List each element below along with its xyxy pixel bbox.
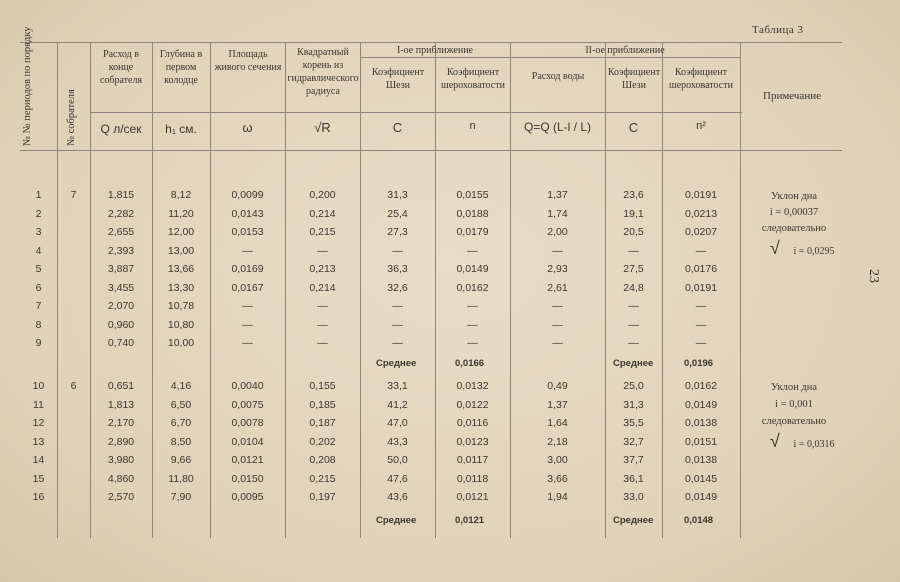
group2-sqrt-r-value: 0,208 <box>309 454 336 466</box>
group2-chezy1-value: 50,0 <box>387 454 408 466</box>
group1-chezy1-value: 25,4 <box>387 207 408 220</box>
group1-chezy2-value: — <box>628 244 639 257</box>
group1-area-value: 0,0169 <box>231 263 264 275</box>
header-collector-num: № собрателя <box>66 89 77 146</box>
group2-depth-value: 6,50 <box>170 398 192 411</box>
group1-note-sqrt-value: i = 0,0295 <box>793 246 835 257</box>
group2-sqrt-r-value: 0,202 <box>309 435 336 448</box>
symbol-C1: C <box>392 120 403 135</box>
group1-sqrt-r-value: 0,214 <box>309 207 336 220</box>
group1-depth-value: 13,66 <box>167 263 195 275</box>
group1-depth-value: 13,30 <box>167 281 195 294</box>
group2-area-value: 0,0104 <box>231 435 264 448</box>
group1-flow2-value: — <box>552 318 563 331</box>
group1-rough2-value: 0,0191 <box>684 281 718 294</box>
group1-depth-value: 8,12 <box>170 189 192 201</box>
group1-chezy2-value: 23,6 <box>623 189 644 201</box>
symbol-Q-formula: Q=Q (L-l / L) <box>523 120 591 134</box>
header-approx1-chezy: Коэфициент Шези <box>371 67 425 91</box>
group1-note-slope-label: Уклон дна <box>771 191 817 202</box>
group1-sqrt-r-value: 0,214 <box>309 281 336 294</box>
group2-depth-value: 9,66 <box>170 454 192 466</box>
group2-rough2-value: 0,0151 <box>684 435 718 448</box>
group1-rough2-value: — <box>695 244 707 257</box>
group1-flow2-value: — <box>552 300 563 312</box>
group1-chezy2-value: 20,5 <box>623 226 644 238</box>
table-caption: Таблица 3 <box>752 24 804 36</box>
group1-flow-value: 0,960 <box>107 318 135 331</box>
group1-chezy1-value: 31,3 <box>387 189 408 201</box>
symbol-n1: n <box>469 120 476 132</box>
group2-area-value: 0,0121 <box>231 454 264 466</box>
group1-row-number: 2 <box>35 207 42 220</box>
group1-depth-value: 10,80 <box>167 318 195 331</box>
group2-row-number: 16 <box>32 491 45 503</box>
header-area: Площадь живого сечения <box>214 49 282 73</box>
group1-rough1-value: — <box>467 300 478 312</box>
group1-rough1-value: — <box>467 318 478 331</box>
group2-chezy1-value: 33,1 <box>387 380 408 392</box>
header-row-num: № № периодов по порядку <box>22 26 33 146</box>
group1-flow2-value: 2,00 <box>547 226 568 238</box>
group1-chezy2-value: 24,8 <box>623 281 644 294</box>
group1-rough2-value: 0,0207 <box>684 226 718 238</box>
group2-row-number: 14 <box>32 454 45 466</box>
group1-avg-value-2: 0,0196 <box>684 358 714 369</box>
group1-flow-value: 2,070 <box>107 300 135 312</box>
group1-sqrt-r-value: — <box>317 300 328 312</box>
group1-area-value: — <box>242 244 253 257</box>
group2-chezy2-value: 37,7 <box>623 454 644 466</box>
header-flow-end: Расход в конце собрателя <box>99 49 143 86</box>
group2-collector: 6 <box>70 380 77 392</box>
group1-rough2-value: 0,0191 <box>684 189 718 201</box>
group2-flow-value: 2,170 <box>107 417 135 429</box>
group2-rough2-value: 0,0149 <box>684 491 718 503</box>
group2-note-sqrt-value: i = 0,0316 <box>793 439 835 450</box>
group2-chezy1-value: 47,0 <box>387 417 408 429</box>
group2-rough2-value: 0,0138 <box>684 417 718 429</box>
symbol-C2: C <box>628 120 639 135</box>
group1-flow-value: 3,887 <box>107 263 135 275</box>
group2-sqrt-r-value: 0,215 <box>309 472 336 485</box>
group1-sqrt-r-value: 0,215 <box>309 226 336 238</box>
group1-area-value: 0,0143 <box>231 207 264 220</box>
group1-sqrt-r-value: 0,213 <box>309 263 336 275</box>
group2-note-slope-value: i = 0,001 <box>775 399 813 410</box>
group2-chezy1-value: 41,2 <box>387 398 408 411</box>
group1-depth-value: 12,00 <box>167 226 195 238</box>
group2-rough1-value: 0,0116 <box>456 417 489 429</box>
group1-rough1-value: 0,0155 <box>456 189 489 201</box>
group1-rough2-value: — <box>695 318 707 331</box>
group1-area-value: — <box>242 337 253 349</box>
symbol-depth: h₁ см. <box>165 122 197 136</box>
group1-rough1-value: 0,0162 <box>456 281 489 294</box>
group2-flow-value: 4,860 <box>107 472 135 485</box>
group1-chezy1-value: 36,3 <box>387 263 408 275</box>
symbol-n2: n² <box>696 120 706 132</box>
group1-area-value: — <box>242 318 253 331</box>
group1-flow2-value: 1,74 <box>547 207 568 220</box>
group2-flow2-value: 3,00 <box>547 454 568 466</box>
group1-depth-value: 13,00 <box>167 244 195 257</box>
group1-note-therefore: следовательно <box>761 223 827 234</box>
group1-sqrt-r-value: — <box>317 244 328 257</box>
group2-area-value: 0,0040 <box>231 380 264 392</box>
group2-chezy1-value: 43,3 <box>387 435 408 448</box>
group1-flow-value: 0,740 <box>107 337 135 349</box>
group2-flow-value: 1,813 <box>107 398 135 411</box>
group2-row-number: 11 <box>33 398 44 411</box>
group1-flow2-value: — <box>552 244 563 257</box>
group1-row-number: 6 <box>35 281 42 294</box>
group2-flow-value: 2,570 <box>107 491 135 503</box>
group1-flow-value: 2,393 <box>107 244 135 257</box>
group2-area-value: 0,0095 <box>231 491 264 503</box>
group1-sqrt-r-value: — <box>317 318 328 331</box>
header-approx2-chezy: Коэфициент Шези <box>607 67 661 91</box>
group1-row-number: 9 <box>35 337 42 349</box>
group1-flow-value: 3,455 <box>107 281 135 294</box>
header-mid-rule <box>90 112 742 113</box>
group1-avg-label-1: Среднее <box>376 358 417 369</box>
group1-area-value: — <box>242 300 253 312</box>
group1-chezy1-value: 32,6 <box>387 281 408 294</box>
group1-flow-value: 2,282 <box>107 207 135 220</box>
group1-area-value: 0,0153 <box>231 226 264 238</box>
group1-chezy1-value: — <box>392 318 403 331</box>
header-approx1-rough: Коэфициент шероховатости <box>441 67 505 91</box>
group1-flow2-value: 2,93 <box>547 263 568 275</box>
group2-note-therefore: следовательно <box>761 416 827 427</box>
group2-flow2-value: 3,66 <box>547 472 568 485</box>
group2-rough1-value: 0,0117 <box>456 454 489 466</box>
group2-avg-label-2: Среднее <box>613 515 654 526</box>
group2-depth-value: 11,80 <box>168 472 194 485</box>
group1-rough1-value: 0,0188 <box>456 207 489 220</box>
group1-row-number: 7 <box>35 300 42 312</box>
group2-flow-value: 0,651 <box>107 380 135 392</box>
group1-chezy1-value: 27,3 <box>387 226 408 238</box>
group2-sqrt-r-value: 0,185 <box>309 398 336 411</box>
group1-depth-value: 11,20 <box>168 207 194 220</box>
group2-flow-value: 2,890 <box>107 435 135 448</box>
header-approx1: I-ое приближение <box>397 45 473 56</box>
group1-sqrt-r-value: — <box>317 337 328 349</box>
group2-rough2-value: 0,0138 <box>684 454 718 466</box>
group2-rough2-value: 0,0162 <box>684 380 718 392</box>
group1-chezy2-value: — <box>628 337 639 349</box>
group1-chezy1-value: — <box>392 244 403 257</box>
group1-rough2-value: 0,0213 <box>684 207 718 220</box>
group2-chezy1-value: 43,6 <box>387 491 408 503</box>
group1-chezy1-value: — <box>392 337 403 349</box>
col-rule <box>740 42 741 538</box>
group2-area-value: 0,0075 <box>231 398 264 411</box>
group1-flow2-value: 1,37 <box>547 189 568 201</box>
symbol-sqrtR: √R <box>314 120 331 135</box>
group2-note-slope-label: Уклон дна <box>771 382 817 393</box>
header-approx2: II-ое приближение <box>585 45 665 56</box>
group1-avg-value-1: 0,0166 <box>455 358 485 369</box>
group1-depth-value: 10,00 <box>167 337 195 349</box>
group2-rough1-value: 0,0122 <box>456 398 489 411</box>
group2-chezy2-value: 32,7 <box>623 435 644 448</box>
group2-flow-value: 3,980 <box>107 454 135 466</box>
group1-flow2-value: — <box>552 337 563 349</box>
group1-area-value: 0,0167 <box>231 281 264 294</box>
table-top-rule <box>20 42 842 43</box>
sqrt-icon: √ <box>770 238 780 258</box>
group2-chezy2-value: 35,5 <box>623 417 644 429</box>
group2-avg-value-2: 0,0148 <box>684 515 714 526</box>
group2-row-number: 15 <box>32 472 45 485</box>
symbol-area: ω <box>242 120 253 135</box>
header-remarks: Примечание <box>763 90 821 102</box>
group1-area-value: 0,0099 <box>231 189 264 201</box>
group1-avg-label-2: Среднее <box>613 358 654 369</box>
header-depth: Глубина в первом колодце <box>159 49 203 86</box>
group2-rough1-value: 0,0121 <box>456 491 489 503</box>
group2-chezy2-value: 31,3 <box>623 398 644 411</box>
group1-depth-value: 10,78 <box>167 300 195 312</box>
page-number: 23 <box>866 269 881 283</box>
group2-avg-label-1: Среднее <box>376 515 417 526</box>
sqrt-icon: √ <box>770 431 780 451</box>
group2-rough1-value: 0,0118 <box>456 472 489 485</box>
group2-chezy1-value: 47,6 <box>387 472 408 485</box>
group1-chezy2-value: — <box>628 300 639 312</box>
group2-chezy2-value: 36,1 <box>623 472 644 485</box>
header-sqrt-radius: Квадратный корень из гидравлического радиуса <box>287 47 359 97</box>
group1-chezy2-value: 19,1 <box>623 207 644 220</box>
group1-note-slope-value: i = 0,00037 <box>769 207 819 218</box>
group1-row-number: 5 <box>35 263 42 275</box>
group1-sqrt-r-value: 0,200 <box>309 189 336 201</box>
group2-flow2-value: 0,49 <box>547 380 568 392</box>
group1-rough1-value: — <box>467 244 478 257</box>
group2-avg-value-1: 0,0121 <box>455 515 485 526</box>
group2-area-value: 0,0150 <box>231 472 264 485</box>
group1-rough2-value: — <box>695 337 707 349</box>
approx-sub-rule <box>360 57 740 58</box>
group1-rough1-value: 0,0179 <box>456 226 489 238</box>
col-rule <box>57 42 58 538</box>
group1-row-number: 8 <box>35 318 42 331</box>
group2-rough2-value: 0,0145 <box>684 472 718 485</box>
group1-row-number: 4 <box>35 244 42 257</box>
group2-depth-value: 6,70 <box>170 417 192 429</box>
group1-flow-value: 2,655 <box>107 226 135 238</box>
header-bottom-rule <box>20 150 842 151</box>
group1-flow2-value: 2,61 <box>547 281 568 294</box>
group2-chezy2-value: 25,0 <box>623 380 644 392</box>
group2-flow2-value: 1,37 <box>547 398 568 411</box>
group1-rough1-value: 0,0149 <box>456 263 489 275</box>
group2-row-number: 10 <box>32 380 45 392</box>
group2-flow2-value: 1,64 <box>547 417 568 429</box>
group2-flow2-value: 2,18 <box>547 435 568 448</box>
group1-rough1-value: — <box>467 337 478 349</box>
group1-flow-value: 1,815 <box>107 189 135 201</box>
group1-chezy1-value: — <box>392 300 403 312</box>
group1-row-number: 1 <box>35 189 42 201</box>
group2-rough1-value: 0,0132 <box>456 380 489 392</box>
group2-sqrt-r-value: 0,155 <box>309 380 336 392</box>
group1-row-number: 3 <box>35 226 42 238</box>
group2-rough2-value: 0,0149 <box>684 398 718 411</box>
group1-collector: 7 <box>70 189 77 201</box>
group2-area-value: 0,0078 <box>231 417 264 429</box>
group2-sqrt-r-value: 0,187 <box>309 417 336 429</box>
group2-depth-value: 7,90 <box>170 491 192 503</box>
group2-depth-value: 4,16 <box>170 380 192 392</box>
header-approx2-flow: Расход воды <box>531 71 585 82</box>
header-approx2-rough: Коэфициент шероховатости <box>669 67 733 91</box>
group2-rough1-value: 0,0123 <box>456 435 489 448</box>
group2-chezy2-value: 33,0 <box>623 491 644 503</box>
group2-depth-value: 8,50 <box>170 435 192 448</box>
group2-row-number: 13 <box>32 435 45 448</box>
group2-row-number: 12 <box>32 417 45 429</box>
group1-chezy2-value: 27,5 <box>623 263 644 275</box>
group2-flow2-value: 1,94 <box>547 491 568 503</box>
group1-rough2-value: 0,0176 <box>684 263 718 275</box>
group1-chezy2-value: — <box>628 318 639 331</box>
group2-sqrt-r-value: 0,197 <box>309 491 336 503</box>
group1-rough2-value: — <box>695 300 707 312</box>
symbol-flow: Q л/сек <box>100 122 142 136</box>
